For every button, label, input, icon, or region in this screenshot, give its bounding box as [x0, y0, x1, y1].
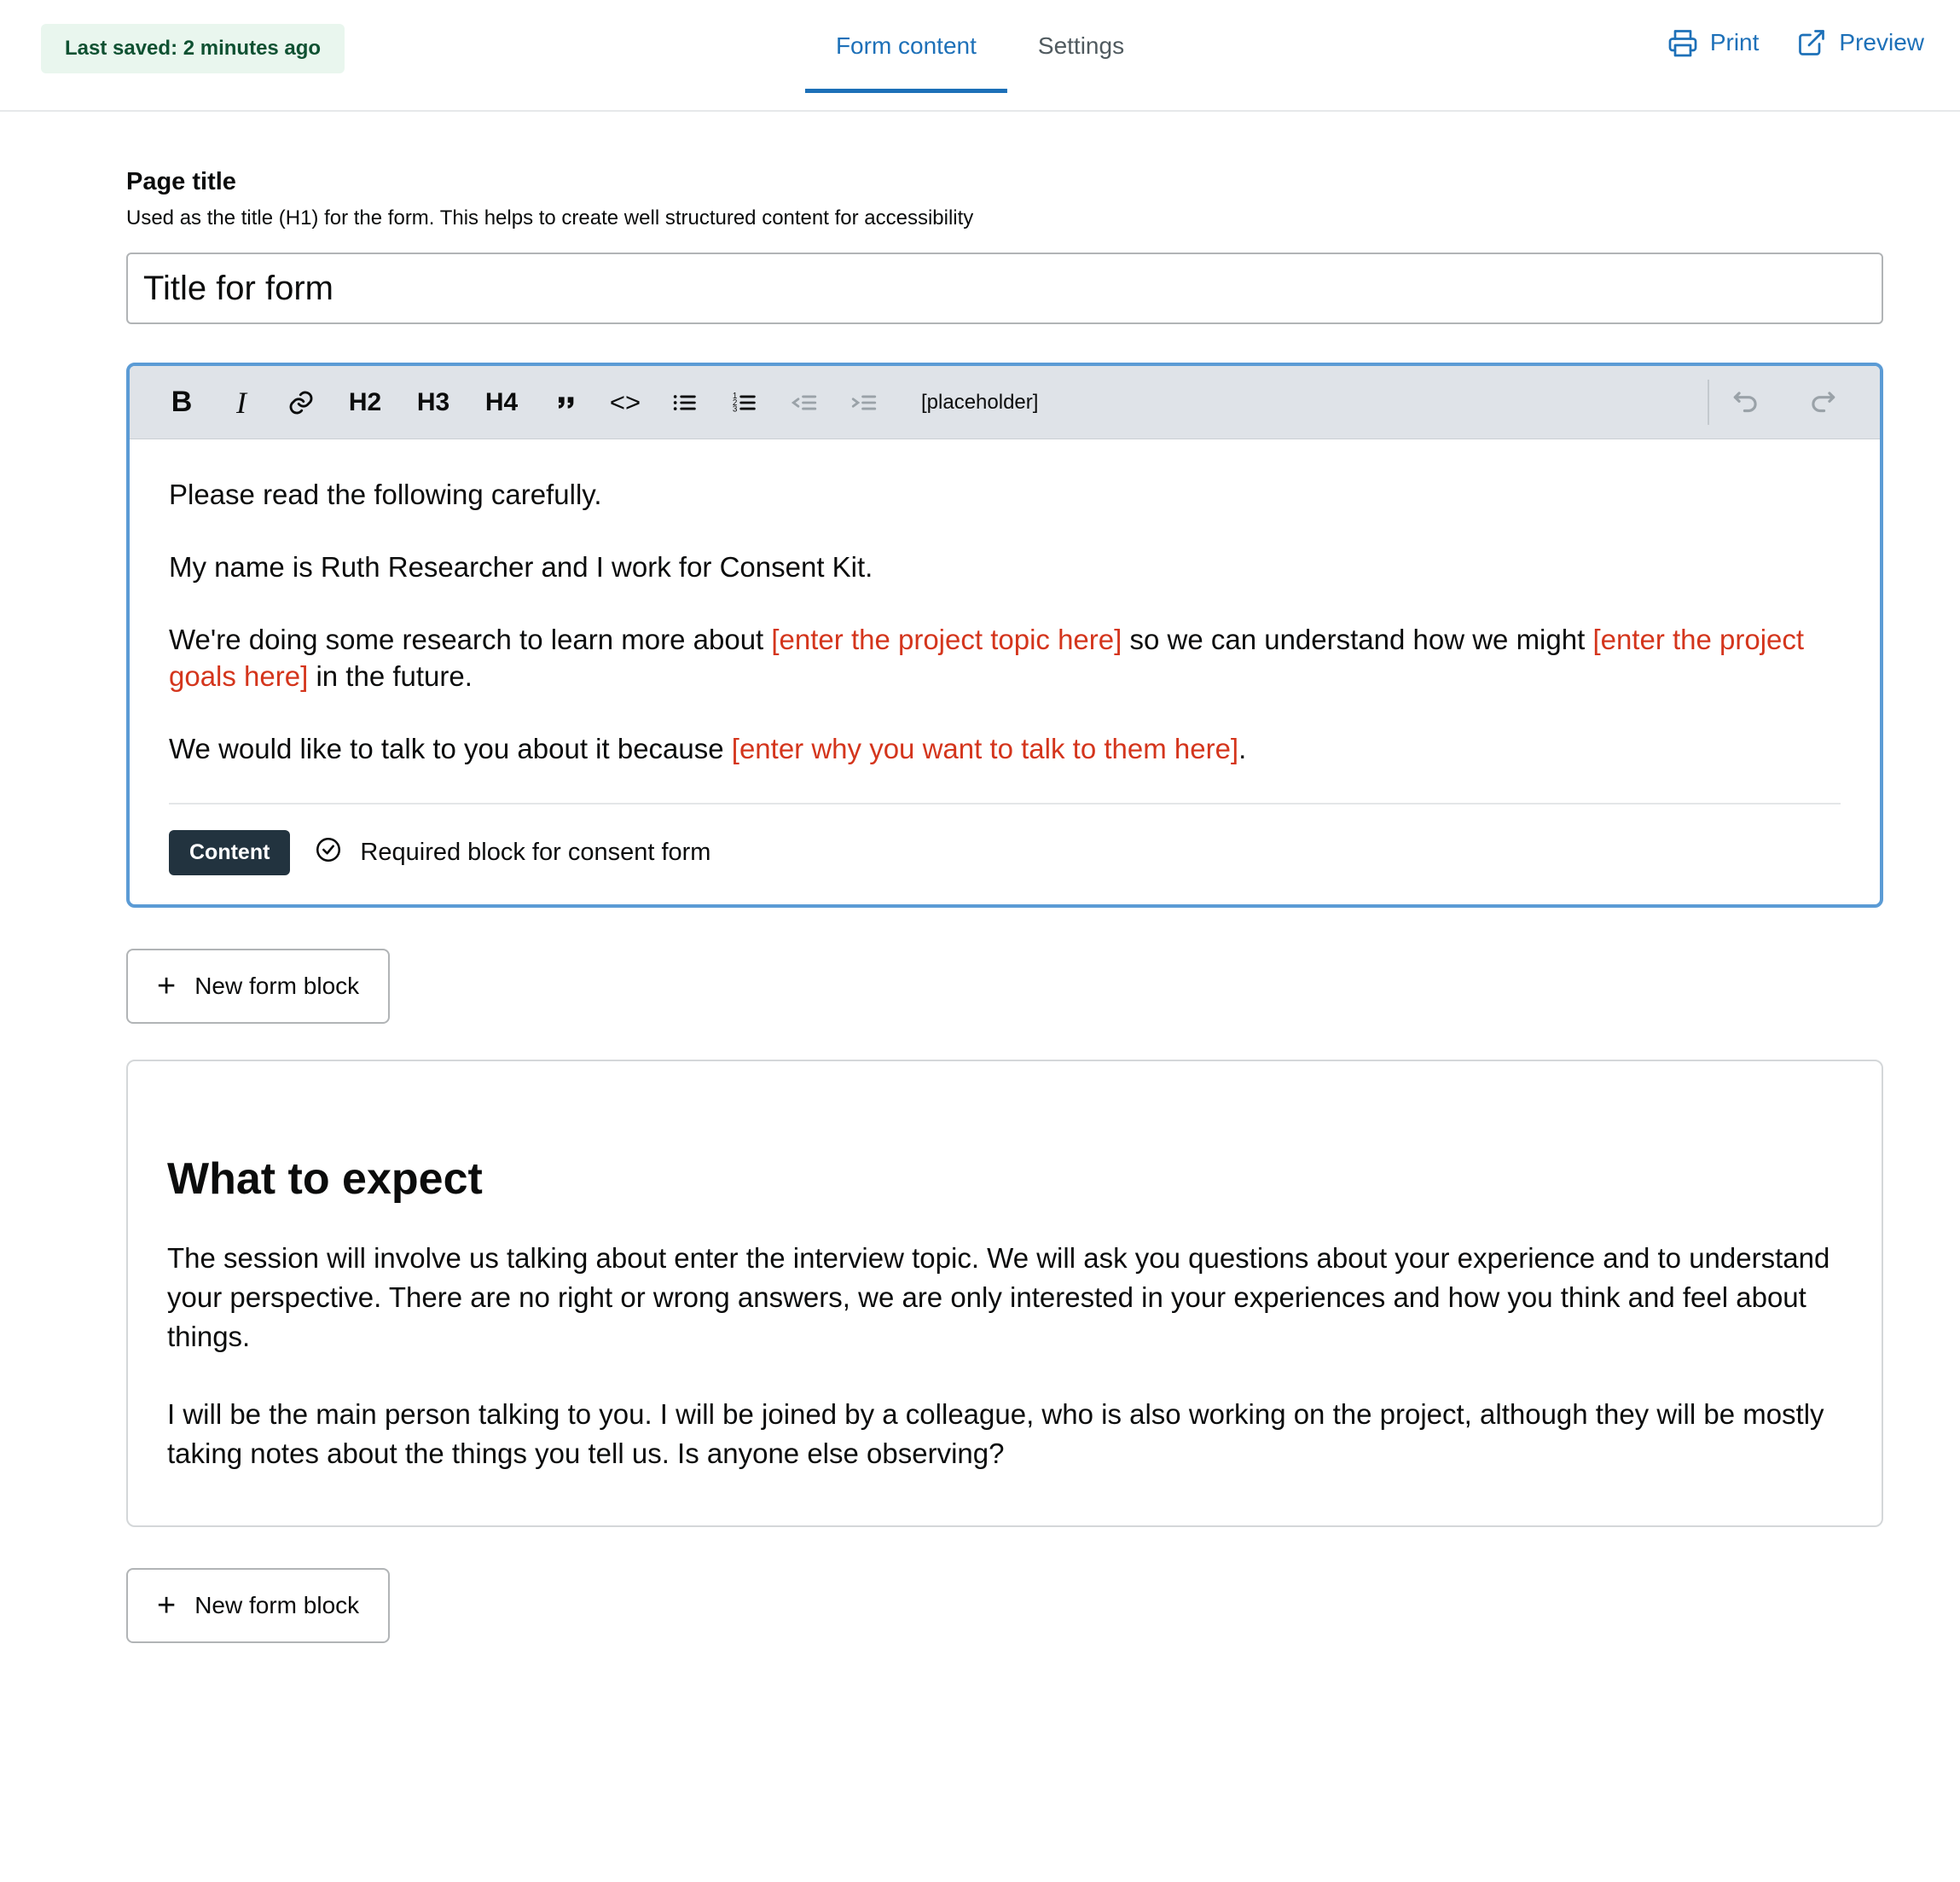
toolbar-divider	[1708, 380, 1709, 425]
text-run: Please read the following carefully.	[169, 479, 602, 510]
top-actions	[1667, 27, 1924, 58]
check-circle-icon	[314, 835, 343, 871]
block-paragraph: The session will involve us talking about enter the interview topic. We will ask you questions about your experience and to understand your perspective. There are no right or wrong answers, we are only interested in your experiences and how you think and feel about things.	[167, 1242, 1830, 1352]
indent-icon[interactable]	[836, 376, 892, 429]
new-form-block-button[interactable]	[126, 949, 390, 1024]
print-button[interactable]	[1667, 27, 1760, 58]
printer-icon	[1667, 27, 1698, 58]
heading-4-button[interactable]: H4	[484, 387, 519, 416]
bullet-list-icon[interactable]	[657, 376, 713, 429]
new-form-block-label: New form block	[194, 1592, 360, 1619]
editor-footer	[169, 803, 1841, 904]
tab-form-content[interactable]: Form content	[805, 0, 1007, 93]
block-heading: What to expect	[167, 1154, 483, 1205]
placeholder-token: [enter the project topic here]	[771, 623, 1122, 655]
form-card	[61, 168, 1919, 1643]
text-run: so we can understand how we might	[1122, 623, 1593, 655]
italic-button[interactable]: I	[236, 385, 246, 420]
plus-icon: +	[157, 968, 177, 1005]
required-block-label: Required block for consent form	[360, 839, 711, 867]
text-run: in the future.	[308, 659, 473, 692]
block-paragraph: I will be the main person talking to you. I will be joined by a colleague, who is also working on the project, although they will be mostly taking notes about the things you tell us. Is anyone else observing?	[167, 1398, 1824, 1469]
text-run: We would like to talk to you about it because	[169, 732, 732, 764]
text-run: .	[1238, 732, 1247, 764]
new-form-block-button[interactable]	[126, 1568, 390, 1643]
required-block-note	[314, 835, 710, 871]
page-title-hint: Used as the title (H1) for the form. This helps to create well structured content for accessibility	[126, 206, 974, 229]
bold-button[interactable]: B	[171, 386, 193, 418]
top-bar	[0, 0, 1960, 112]
placeholder-insert-button[interactable]: [placeholder]	[921, 390, 1039, 414]
redo-icon[interactable]	[1795, 376, 1851, 429]
print-label: Print	[1709, 29, 1760, 55]
editor-paragraph	[169, 622, 1841, 695]
numbered-list-icon[interactable]	[716, 376, 773, 429]
code-button[interactable]: <>	[609, 386, 641, 417]
tab-list	[805, 0, 1155, 112]
quote-icon[interactable]	[537, 376, 594, 429]
placeholder-token: [enter why you want to talk to them here]	[731, 732, 1239, 764]
external-link-icon	[1796, 27, 1827, 58]
editor-paragraph	[169, 477, 1841, 514]
undo-icon[interactable]	[1718, 376, 1774, 429]
text-run: My name is Ruth Researcher and I work for Consent Kit.	[169, 550, 873, 583]
editor-content-area[interactable]	[130, 439, 1880, 767]
heading-2-button[interactable]: H2	[348, 387, 382, 416]
editor-paragraph	[169, 731, 1841, 768]
preview-label: Preview	[1839, 29, 1924, 55]
tab-settings[interactable]: Settings	[1037, 32, 1125, 59]
preview-button[interactable]	[1796, 27, 1924, 58]
toolbar-history-group	[1718, 376, 1854, 429]
block-type-chip: Content	[169, 830, 290, 875]
form-editor-page	[0, 168, 1960, 1643]
new-form-block-label: New form block	[194, 973, 360, 1000]
text-run: We're doing some research to learn more about	[169, 623, 772, 655]
svg-text:2: 2	[732, 398, 738, 408]
outdent-icon[interactable]	[776, 376, 832, 429]
svg-text:1: 1	[732, 391, 738, 401]
link-icon[interactable]	[273, 376, 329, 429]
svg-text:3: 3	[732, 404, 738, 415]
last-saved-status: Last saved: 2 minutes ago	[41, 24, 345, 73]
page-title-label: Page title	[126, 168, 236, 195]
editor-paragraph	[169, 549, 1841, 586]
placeholder-token: [enter the project goals here]	[169, 623, 1805, 692]
plus-icon: +	[157, 1587, 177, 1624]
page-title-input[interactable]	[126, 253, 1883, 324]
heading-3-button[interactable]: H3	[416, 387, 450, 416]
content-editor-block	[126, 363, 1883, 908]
editor-toolbar	[130, 366, 1880, 439]
content-block[interactable]	[126, 1060, 1883, 1527]
